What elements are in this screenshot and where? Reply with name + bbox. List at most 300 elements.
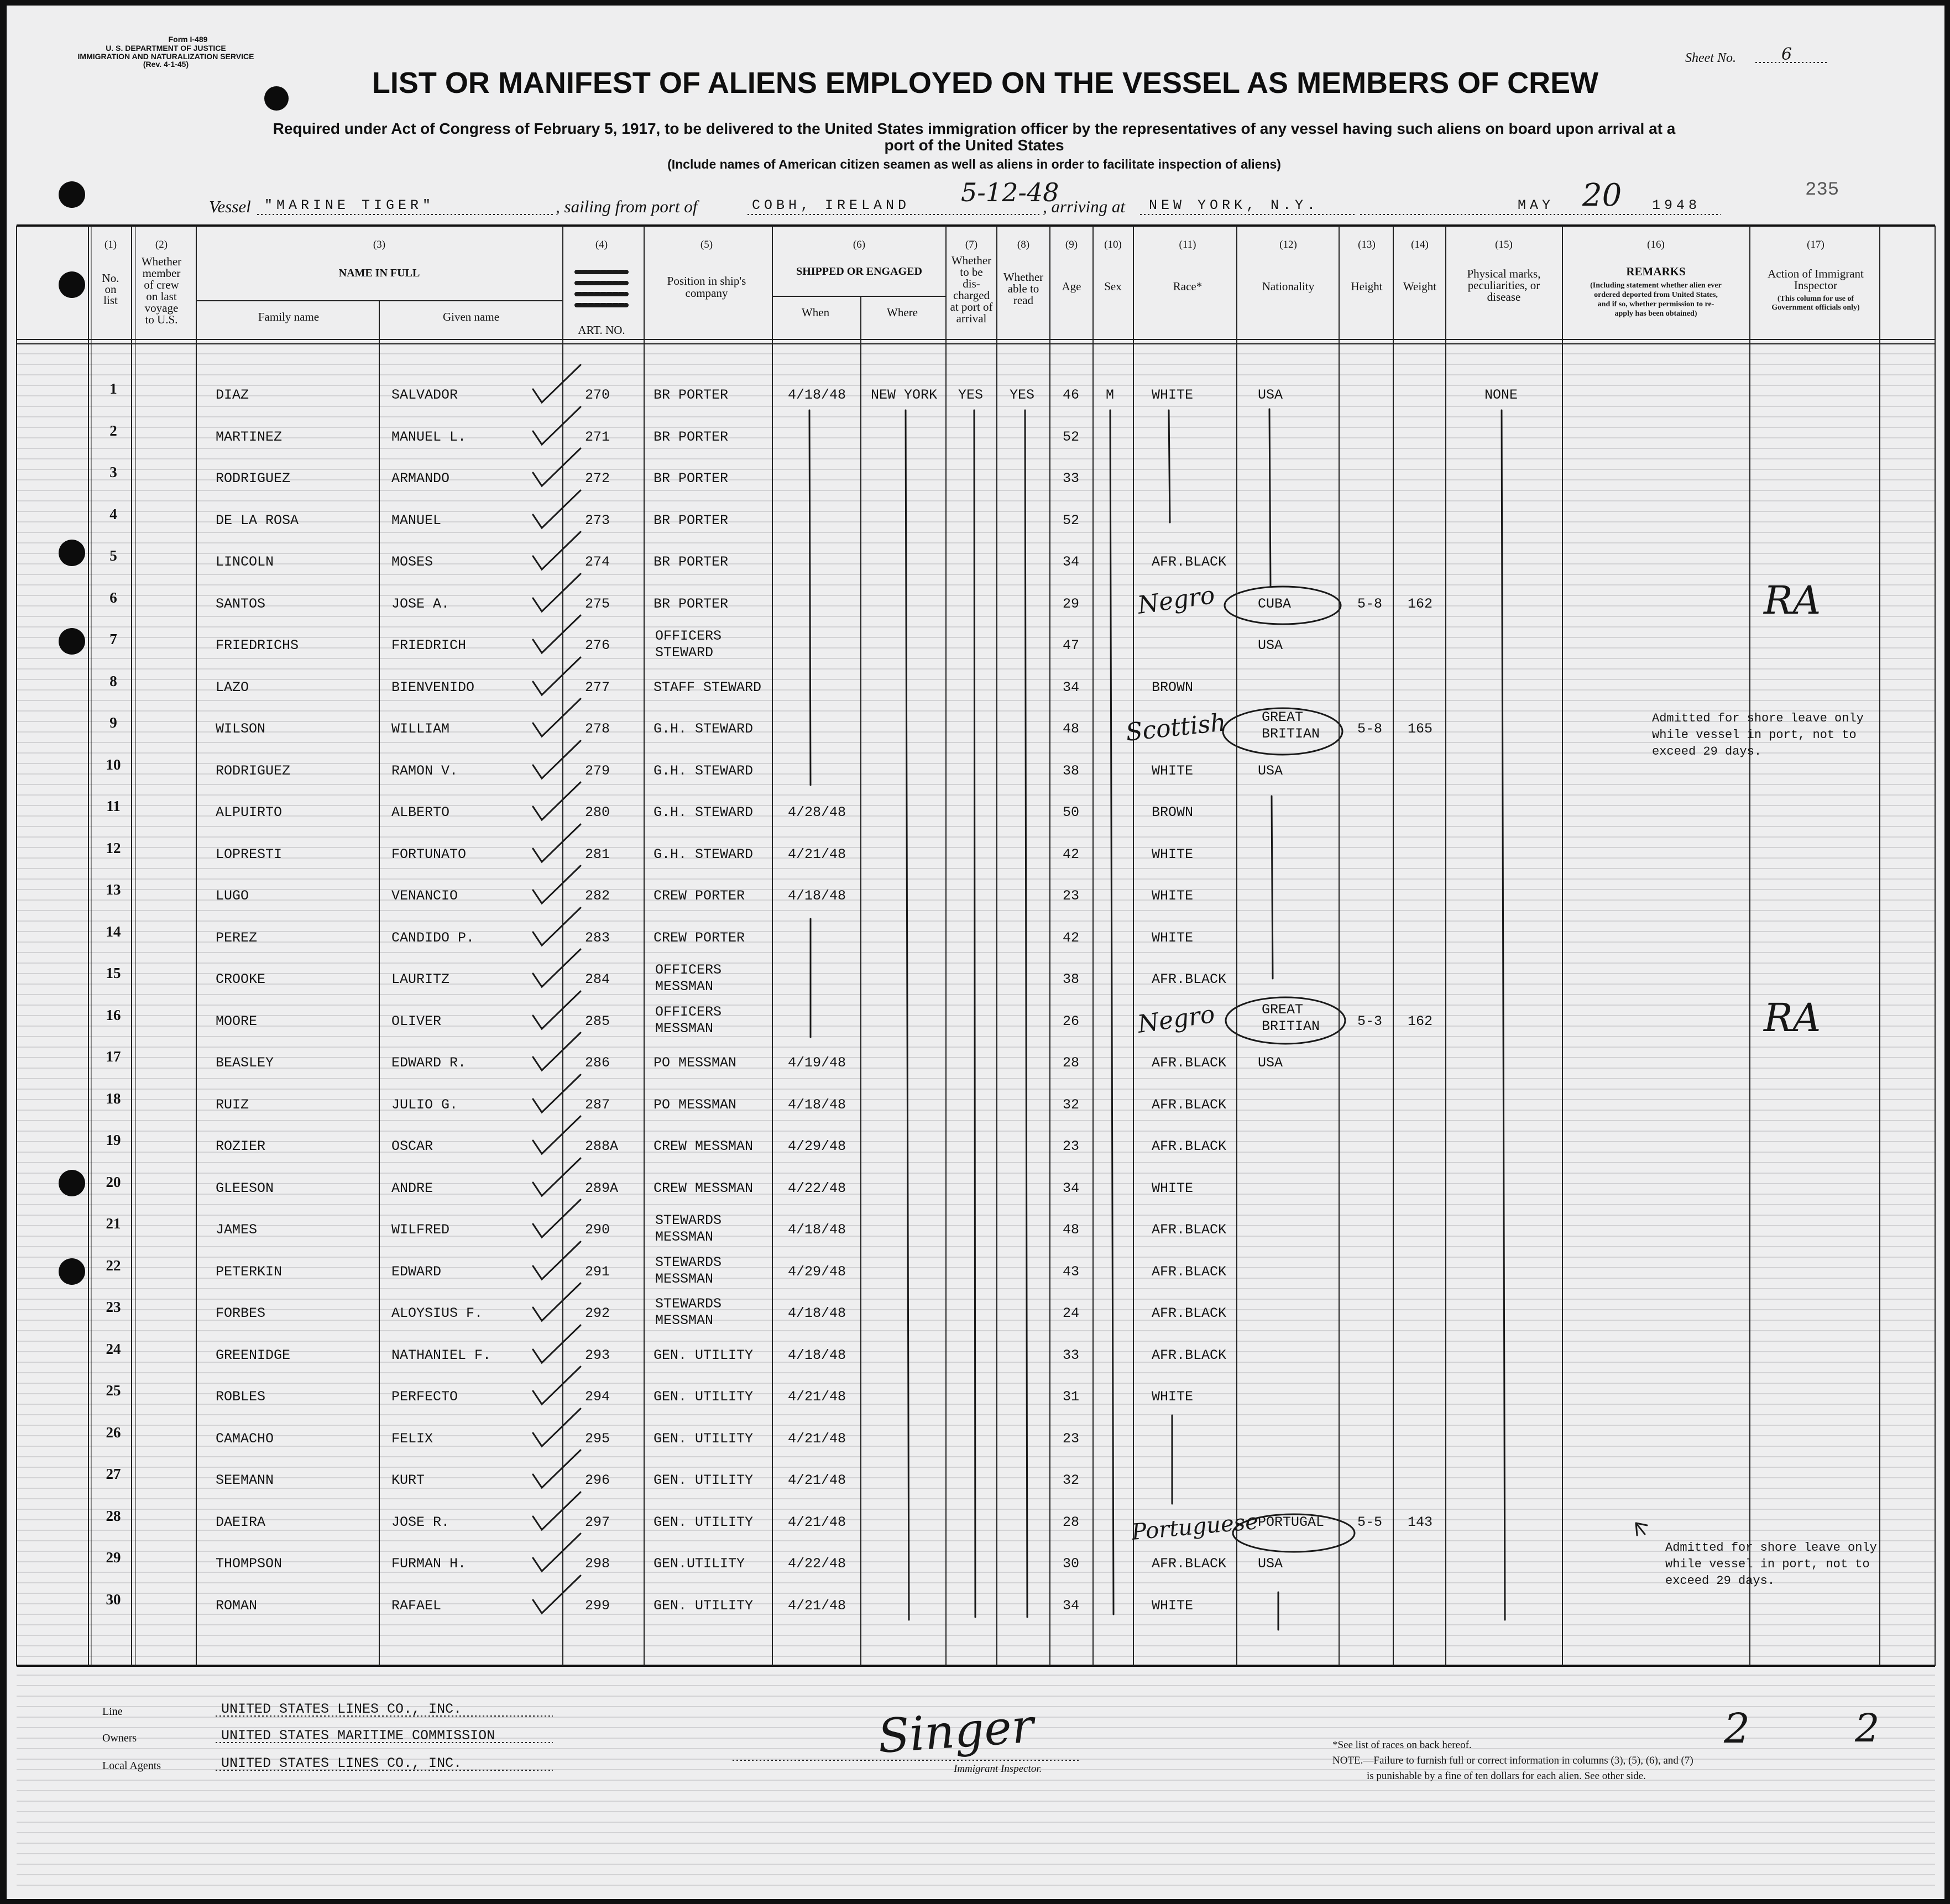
sex: M	[1106, 387, 1115, 403]
shipped-when: 4/18/48	[788, 1305, 846, 1321]
ditto-line	[809, 410, 811, 785]
ditto-line	[1272, 796, 1273, 979]
age: 34	[1063, 554, 1080, 570]
position: CREW PORTER	[654, 888, 745, 904]
age: 30	[1063, 1556, 1080, 1572]
race: AFR.BLACK	[1152, 1347, 1227, 1363]
position: MESSMAN	[655, 1271, 714, 1287]
row-number: 3	[109, 464, 117, 480]
col-8-label: able to	[1007, 282, 1039, 295]
nationality: BRITIAN	[1262, 1018, 1320, 1034]
position: GEN. UTILITY	[654, 1514, 754, 1530]
position: GEN.UTILITY	[654, 1556, 745, 1572]
row-number: 2	[109, 422, 117, 439]
row-number: 30	[106, 1591, 121, 1608]
row-number: 29	[106, 1549, 121, 1566]
race: AFR.BLACK	[1152, 1055, 1227, 1071]
given-name: CANDIDO P.	[391, 930, 475, 946]
position: BR PORTER	[654, 470, 729, 487]
row-number: 19	[106, 1132, 121, 1148]
art-number: 299	[585, 1598, 610, 1614]
art-number: 275	[585, 596, 610, 612]
art-number: 292	[585, 1305, 610, 1321]
col-17-label: Inspector	[1794, 279, 1838, 292]
age: 31	[1063, 1389, 1080, 1405]
handwritten-race: Portuguese	[1130, 1509, 1259, 1545]
col-1-label: on	[104, 283, 117, 296]
col-2-number: (2)	[155, 239, 168, 250]
family-name: GREENIDGE	[216, 1347, 291, 1363]
col-7-label: to be	[960, 265, 983, 279]
given-name: LAURITZ	[391, 971, 450, 987]
col-11-label: Race*	[1173, 280, 1203, 293]
family-name: PEREZ	[216, 930, 258, 946]
row-number: 9	[109, 714, 117, 731]
art-number: 293	[585, 1347, 610, 1363]
race: AFR.BLACK	[1152, 971, 1227, 987]
family-name: SANTOS	[216, 596, 266, 612]
line-value: UNITED STATES LINES CO., INC.	[221, 1701, 462, 1717]
position: G.H. STEWARD	[654, 763, 754, 779]
age: 52	[1063, 512, 1080, 529]
col-13-number: (13)	[1358, 239, 1376, 250]
family-name: PETERKIN	[216, 1264, 283, 1280]
family-name: LAZO	[216, 679, 249, 695]
given-name: RAMON V.	[391, 763, 458, 779]
row-number: 28	[106, 1508, 121, 1524]
row-number: 27	[106, 1466, 121, 1482]
age: 28	[1063, 1514, 1080, 1530]
weight: 143	[1408, 1514, 1433, 1530]
family-name: LOPRESTI	[216, 846, 283, 862]
position: GEN. UTILITY	[654, 1431, 754, 1447]
able-to-read: YES	[1010, 387, 1035, 403]
col-7-label: at port of	[950, 300, 993, 313]
height: 5-3	[1357, 1013, 1383, 1029]
row-number: 6	[109, 589, 117, 606]
subtitle-line-2: port of the United States	[884, 137, 1064, 154]
remark-line: Admitted for shore leave only	[1652, 712, 1864, 725]
shipped-when: 4/28/48	[788, 804, 846, 820]
art-number: 282	[585, 888, 610, 904]
row-number: 23	[106, 1299, 121, 1315]
family-name: RODRIGUEZ	[216, 470, 291, 487]
position: OFFICERS	[655, 628, 722, 644]
given-name: ARMANDO	[391, 470, 450, 487]
family-name: LUGO	[216, 888, 249, 904]
arrival-day: 20	[1582, 177, 1622, 213]
line-label: Line	[102, 1706, 123, 1718]
col-3-given-label: Given name	[442, 310, 500, 323]
col-8-number: (8)	[1017, 239, 1030, 250]
col-4-number: (4)	[595, 239, 608, 250]
col-16-label: REMARKS	[1626, 265, 1686, 278]
col-10-number: (10)	[1104, 239, 1122, 250]
race: AFR.BLACK	[1152, 1222, 1227, 1238]
shipped-when: 4/21/48	[788, 846, 846, 862]
age: 32	[1063, 1097, 1080, 1113]
shipped-when: 4/19/48	[788, 1055, 846, 1071]
shipped-when: 4/22/48	[788, 1556, 846, 1572]
service-name: IMMIGRATION AND NATURALIZATION SERVICE	[77, 52, 254, 61]
given-name: MANUEL L.	[391, 429, 467, 445]
sailing-date: 5-12-48	[961, 177, 1059, 207]
shipped-when: 4/29/48	[788, 1264, 846, 1280]
row-number: 4	[109, 506, 117, 522]
art-number: 274	[585, 554, 610, 570]
position: BR PORTER	[654, 512, 729, 529]
art-number: 294	[585, 1389, 610, 1405]
nationality: CUBA	[1258, 596, 1292, 612]
row-number: 20	[106, 1174, 121, 1190]
col-3-label: NAME IN FULL	[338, 267, 420, 279]
art-number: 296	[585, 1472, 610, 1488]
shipped-when: 4/22/48	[788, 1180, 846, 1196]
family-name: DE LA ROSA	[216, 512, 299, 529]
col-11-number: (11)	[1179, 239, 1196, 250]
race: WHITE	[1152, 1389, 1194, 1405]
age: 34	[1063, 1598, 1080, 1614]
race: WHITE	[1152, 846, 1194, 862]
col-2-label: voyage	[144, 301, 179, 315]
given-name: EDWARD	[391, 1264, 442, 1280]
col-6-when-label: When	[801, 306, 830, 319]
age: 23	[1063, 888, 1080, 904]
age: 23	[1063, 1431, 1080, 1447]
sheet-number: 6	[1781, 45, 1792, 64]
race: WHITE	[1152, 1598, 1194, 1614]
shipped-where: NEW YORK	[871, 387, 938, 403]
col-5-label: Position in ship's	[667, 274, 746, 287]
discharged: YES	[958, 387, 984, 403]
shipped-when: 4/21/48	[788, 1598, 846, 1614]
col-15-label: disease	[1487, 290, 1521, 304]
remark-line: while vessel in port, not to	[1665, 1557, 1870, 1571]
weight: 162	[1408, 1013, 1433, 1029]
family-name: CAMACHO	[216, 1431, 274, 1447]
nationality: GREAT	[1262, 709, 1304, 725]
position: BR PORTER	[654, 554, 729, 570]
col-16-note: ordered deported from United States,	[1594, 291, 1718, 299]
art-number: 281	[585, 846, 610, 862]
age: 24	[1063, 1305, 1080, 1321]
punch-hole	[264, 86, 289, 111]
col-6-label: SHIPPED OR ENGAGED	[796, 265, 922, 278]
given-name: JULIO G.	[391, 1097, 458, 1113]
art-number: 280	[585, 804, 610, 820]
row-number: 13	[106, 881, 121, 898]
col-17-number: (17)	[1807, 239, 1824, 250]
given-name: EDWARD R.	[391, 1055, 467, 1071]
position: PO MESSMAN	[654, 1097, 737, 1113]
given-name: MANUEL	[391, 512, 442, 529]
owners-value: UNITED STATES MARITIME COMMISSION	[221, 1728, 495, 1744]
art-number: 287	[585, 1097, 610, 1113]
col-16-note: apply has been obtained)	[1614, 310, 1697, 318]
age: 33	[1063, 470, 1080, 487]
shipped-when: 4/21/48	[788, 1472, 846, 1488]
art-number: 288A	[585, 1138, 619, 1154]
nationality: BRITIAN	[1262, 726, 1320, 742]
position: BR PORTER	[654, 596, 729, 612]
col-15-label: peculiarities, or	[1467, 279, 1540, 292]
given-name: FORTUNATO	[391, 846, 467, 862]
shipped-when: 4/29/48	[788, 1138, 846, 1154]
col-2-label: on last	[146, 290, 177, 303]
row-number: 21	[106, 1215, 121, 1232]
position: CREW PORTER	[654, 930, 745, 946]
family-name: CROOKE	[216, 971, 266, 987]
row-number: 5	[109, 547, 117, 564]
family-name: DIAZ	[216, 387, 249, 403]
family-name: ROBLES	[216, 1389, 266, 1405]
position: CREW MESSMAN	[654, 1138, 754, 1154]
position: STEWARDS	[655, 1296, 722, 1312]
art-number: 286	[585, 1055, 610, 1071]
weight: 165	[1408, 721, 1433, 737]
position: CREW MESSMAN	[654, 1180, 754, 1196]
given-name: PERFECTO	[391, 1389, 458, 1405]
age: 33	[1063, 1347, 1080, 1363]
race: AFR.BLACK	[1152, 1305, 1227, 1321]
col-17-note: Government officials only)	[1771, 304, 1860, 312]
art-number: 276	[585, 637, 610, 653]
remark-line: exceed 29 days.	[1665, 1574, 1775, 1588]
punch-hole	[59, 1170, 85, 1196]
position: MESSMAN	[655, 1229, 714, 1245]
col-2-label: Whether	[141, 255, 182, 268]
position: G.H. STEWARD	[654, 721, 754, 737]
row-number: 1	[109, 380, 117, 397]
col-5-number: (5)	[700, 239, 713, 250]
col-7-number: (7)	[965, 239, 978, 250]
col-9-label: Age	[1062, 280, 1081, 293]
family-name: SEEMANN	[216, 1472, 274, 1488]
arrival-year: 1948	[1652, 197, 1701, 213]
shipped-when: 4/18/48	[788, 387, 846, 403]
row-number: 8	[109, 673, 117, 689]
family-name: FRIEDRICHS	[216, 637, 299, 653]
page-title: LIST OR MANIFEST OF ALIENS EMPLOYED ON THE VESSEL AS MEMBERS OF CREW	[372, 66, 1599, 100]
art-number: 297	[585, 1514, 610, 1530]
position: MESSMAN	[655, 979, 714, 995]
given-name: OSCAR	[391, 1138, 433, 1154]
position: PO MESSMAN	[654, 1055, 737, 1071]
given-name: WILFRED	[391, 1222, 450, 1238]
nationality: GREAT	[1262, 1002, 1304, 1018]
art-number: 278	[585, 721, 610, 737]
race: WHITE	[1152, 763, 1194, 779]
row-number: 16	[106, 1007, 121, 1023]
age: 23	[1063, 1138, 1080, 1154]
race: BROWN	[1152, 804, 1194, 820]
position: OFFICERS	[655, 962, 722, 978]
age: 47	[1063, 637, 1080, 653]
weight: 162	[1408, 596, 1433, 612]
position: OFFICERS	[655, 1004, 722, 1020]
age: 34	[1063, 1180, 1080, 1196]
col-8-label: read	[1013, 294, 1034, 307]
position: GEN. UTILITY	[654, 1389, 754, 1405]
art-number: 279	[585, 763, 610, 779]
art-number: 284	[585, 971, 610, 987]
col-16-number: (16)	[1647, 239, 1665, 250]
shipped-when: 4/18/48	[788, 1347, 846, 1363]
sheet-label: Sheet No.	[1685, 51, 1736, 65]
given-name: FURMAN H.	[391, 1556, 467, 1572]
sailing-port: COBH, IRELAND	[752, 197, 911, 213]
given-name: JOSE R.	[391, 1514, 450, 1530]
row-number: 11	[106, 798, 121, 814]
row-number: 7	[109, 631, 117, 647]
col-1-label: No.	[102, 271, 119, 285]
vessel-label: Vessel	[209, 197, 251, 216]
col-8-label: Whether	[1003, 270, 1044, 284]
arriving-label: , arriving at	[1043, 197, 1125, 216]
shipped-when: 4/18/48	[788, 1222, 846, 1238]
handwritten-race: Negro	[1136, 580, 1217, 620]
given-name: VENANCIO	[391, 888, 458, 904]
col-4-label: ART. NO.	[578, 323, 625, 337]
agents-label: Local Agents	[102, 1760, 161, 1772]
col-7-label: arrival	[956, 312, 987, 325]
nationality: USA	[1258, 637, 1283, 653]
shipped-when: 4/21/48	[788, 1389, 846, 1405]
race: WHITE	[1152, 387, 1194, 403]
row-number: 24	[106, 1341, 121, 1357]
family-name: DAEIRA	[216, 1514, 266, 1530]
subtitle-line-3: (Include names of American citizen seamen as well as aliens in order to facilitate inspection of aliens)	[667, 157, 1281, 171]
age: 50	[1063, 804, 1080, 820]
punch-hole	[59, 1258, 85, 1285]
position: G.H. STEWARD	[654, 846, 754, 862]
col-2-label: member	[142, 266, 181, 280]
physical-marks: NONE	[1484, 387, 1518, 403]
vessel-name: "MARINE TIGER"	[264, 197, 435, 213]
shipped-when: 4/21/48	[788, 1431, 846, 1447]
position: GEN. UTILITY	[654, 1472, 754, 1488]
given-name: FRIEDRICH	[391, 637, 467, 653]
col-2-label: of crew	[144, 278, 179, 291]
col-1-header	[102, 239, 119, 307]
corner-mark: 2	[1724, 1705, 1750, 1753]
inspector-signature: Singer	[876, 1698, 1036, 1764]
age: 29	[1063, 596, 1080, 612]
col-17-note: (This column for use of	[1777, 295, 1854, 303]
art-number: 271	[585, 429, 610, 445]
ditto-line	[974, 410, 975, 1617]
age: 48	[1063, 1222, 1080, 1238]
family-name: GLEESON	[216, 1180, 274, 1196]
given-name: JOSE A.	[391, 596, 450, 612]
given-name: ANDRE	[391, 1180, 433, 1196]
age: 52	[1063, 429, 1080, 445]
family-name: RODRIGUEZ	[216, 763, 291, 779]
col-7-label: dis-	[963, 277, 980, 290]
art-number: 270	[585, 387, 610, 403]
corner-mark: 2	[1855, 1706, 1880, 1751]
department-name: U. S. DEPARTMENT OF JUSTICE	[106, 44, 226, 53]
art-number: 277	[585, 679, 610, 695]
inspector-label: Immigrant Inspector.	[954, 1763, 1042, 1775]
given-name: WILLIAM	[391, 721, 450, 737]
race: AFR.BLACK	[1152, 1264, 1227, 1280]
col-10-label: Sex	[1104, 280, 1122, 293]
art-number: 289A	[585, 1180, 619, 1196]
age: 42	[1063, 846, 1080, 862]
age: 38	[1063, 971, 1080, 987]
col-13-label: Height	[1351, 280, 1383, 293]
punch-hole	[59, 628, 85, 655]
position: GEN. UTILITY	[654, 1347, 754, 1363]
height: 5-5	[1357, 1514, 1383, 1530]
fine-note-cont: is punishable by a fine of ten dollars for each alien. See other side.	[1367, 1770, 1646, 1782]
row-number: 22	[106, 1257, 121, 1274]
race: AFR.BLACK	[1152, 1556, 1227, 1572]
family-name: RUIZ	[216, 1097, 249, 1113]
art-number: 295	[585, 1431, 610, 1447]
race: WHITE	[1152, 888, 1194, 904]
family-name: BEASLEY	[216, 1055, 274, 1071]
col-16-note: and if so, whether permission to re-	[1597, 300, 1714, 308]
given-name: SALVADOR	[391, 387, 458, 403]
position: STAFF STEWARD	[654, 679, 762, 695]
race: WHITE	[1152, 930, 1194, 946]
given-name: RAFAEL	[391, 1598, 442, 1614]
given-name: MOSES	[391, 554, 433, 570]
age: 42	[1063, 930, 1080, 946]
handwritten-race: Scottish	[1124, 708, 1227, 747]
family-name: ROZIER	[216, 1138, 266, 1154]
position: STEWARDS	[655, 1212, 722, 1228]
col-5-label: company	[685, 286, 728, 300]
col-14-number: (14)	[1411, 239, 1429, 250]
race: WHITE	[1152, 1180, 1194, 1196]
punch-hole	[59, 271, 85, 298]
remark-line: exceed 29 days.	[1652, 745, 1762, 759]
given-name: BIENVENIDO	[391, 679, 475, 695]
position: MESSMAN	[655, 1021, 714, 1037]
shipped-when: 4/21/48	[788, 1514, 846, 1530]
art-number: 283	[585, 930, 610, 946]
race: AFR.BLACK	[1152, 554, 1227, 570]
fine-note: NOTE.—Failure to furnish full or correct information in columns (3), (5), (6), and (7)	[1332, 1755, 1693, 1766]
art-number: 298	[585, 1556, 610, 1572]
given-name: ALBERTO	[391, 804, 450, 820]
given-name: NATHANIEL F.	[391, 1347, 492, 1363]
form-revision: (Rev. 4-1-45)	[143, 60, 189, 69]
col-2-label: to U.S.	[145, 313, 178, 326]
inspector-action: RA	[1764, 578, 1821, 623]
arrival-month: MAY	[1518, 197, 1555, 213]
age: 48	[1063, 721, 1080, 737]
shipped-when: 4/18/48	[788, 1097, 846, 1113]
given-name: FELIX	[391, 1431, 433, 1447]
handwritten-race: Negro	[1136, 1000, 1217, 1039]
nationality: USA	[1258, 1055, 1283, 1071]
col-1-label: list	[103, 294, 118, 307]
col-16-note: (Including statement whether alien ever	[1590, 281, 1722, 290]
remark-line: Admitted for shore leave only	[1665, 1541, 1877, 1555]
col-15-number: (15)	[1495, 239, 1513, 250]
arriving-port: NEW YORK, N.Y.	[1149, 197, 1320, 213]
shipped-when: 4/18/48	[788, 888, 846, 904]
height: 5-8	[1357, 596, 1383, 612]
age: 46	[1063, 387, 1080, 403]
position: STEWARDS	[655, 1254, 722, 1270]
col-14-label: Weight	[1403, 280, 1437, 293]
race: AFR.BLACK	[1152, 1138, 1227, 1154]
